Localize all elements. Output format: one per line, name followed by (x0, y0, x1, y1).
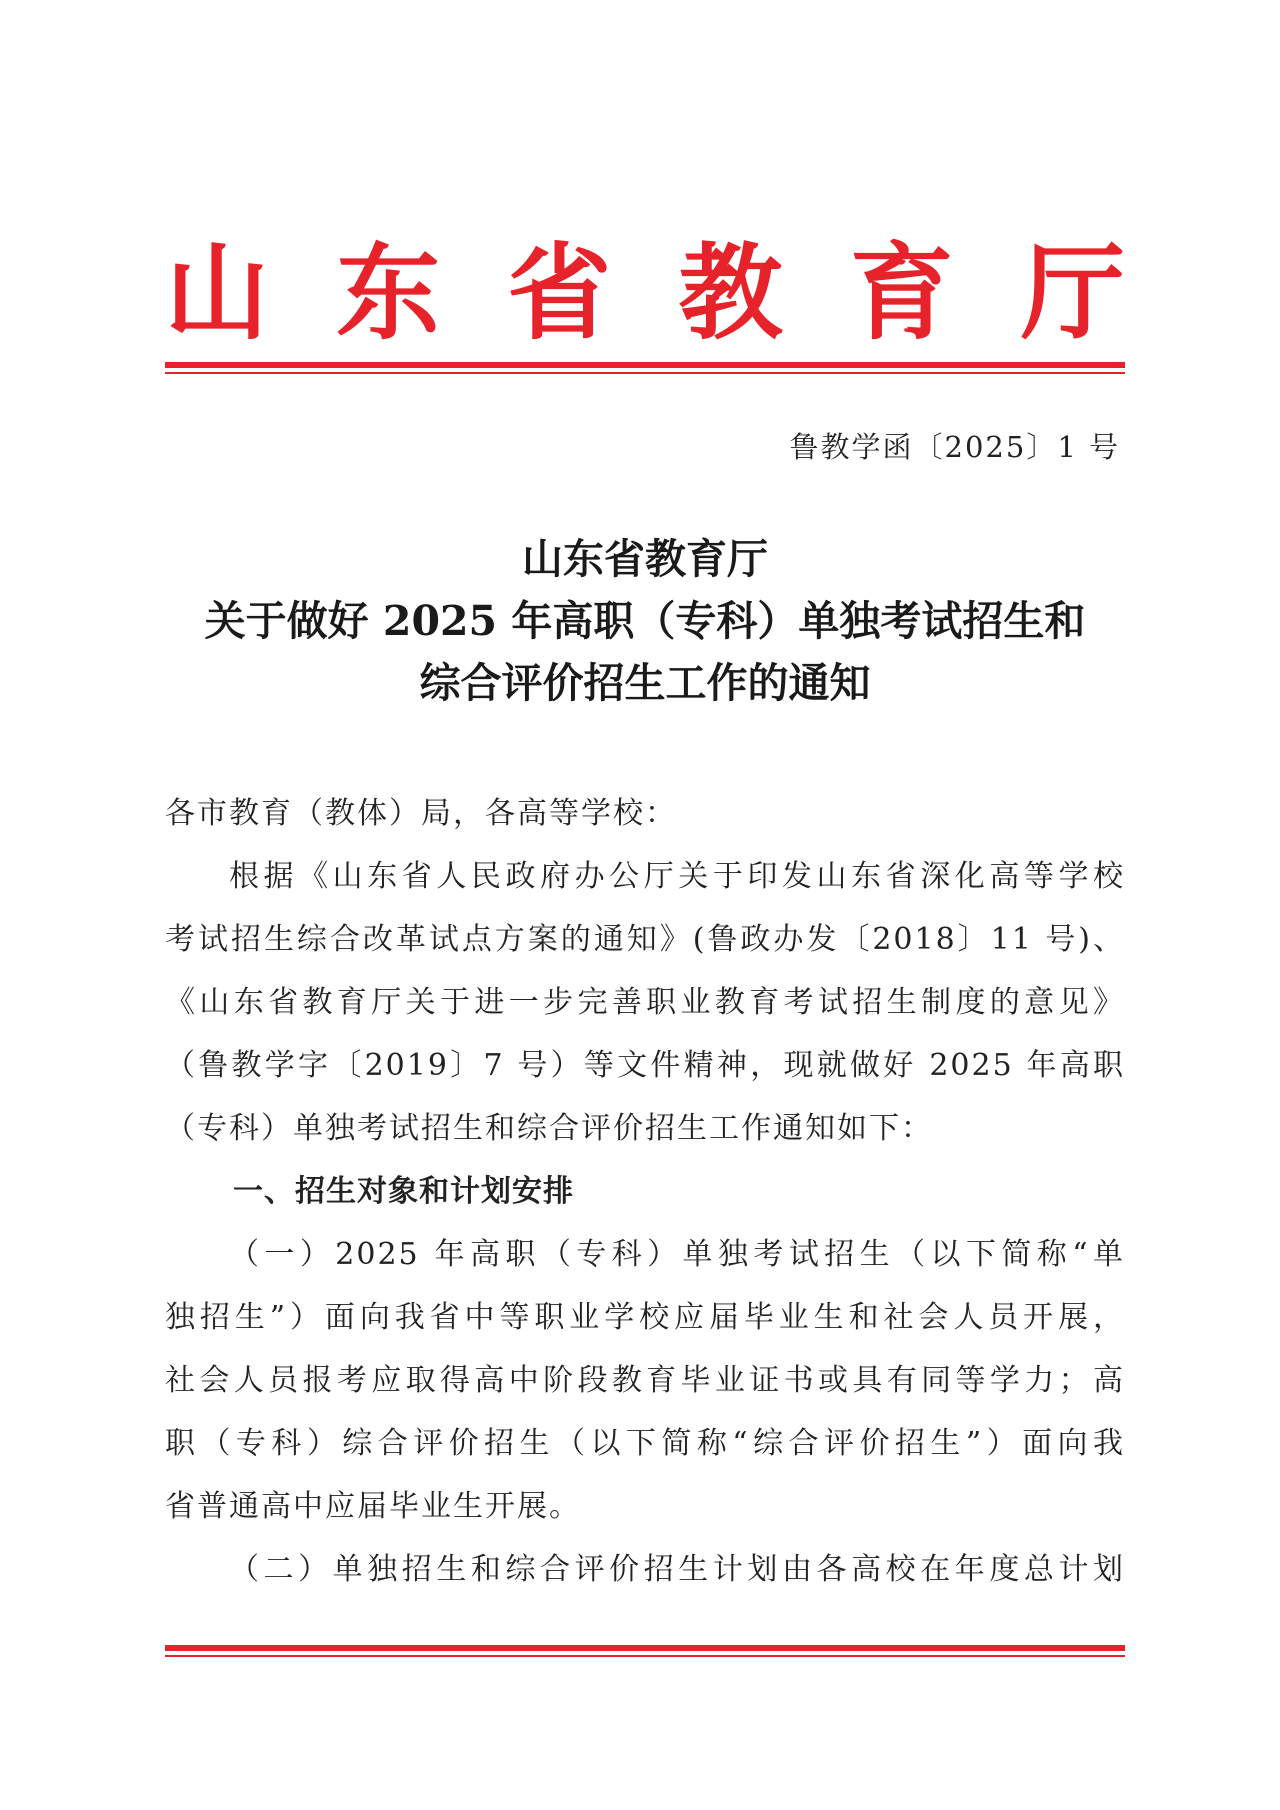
title-line: 山东省教育厅 (522, 535, 768, 583)
paragraph-line: 独招生”）面向我省中等职业学校应届毕业生和社会人员开展， (165, 1300, 1125, 1335)
document-number: 鲁教学函〔2025〕1 号 (789, 430, 1120, 464)
paragraph-plan (165, 1538, 1125, 1601)
paragraph-line: 考试招生综合改革试点方案的通知》(鲁政办发〔2018〕11 号)、 (165, 922, 1125, 957)
salutation: 各市教育（教体）局，各高等学校： (165, 796, 677, 831)
paragraph-line: （二）单独招生和综合评价招生计划由各高校在年度总计划 (229, 1552, 1125, 1587)
masthead-char: 教 (678, 231, 783, 354)
document-body (165, 782, 1125, 1601)
paragraph-line: 省普通高中应届毕业生开展。 (165, 1489, 581, 1524)
paragraph-targets (165, 1223, 1125, 1538)
paragraph-line: （一）2025 年高职（专科）单独考试招生（以下简称“单 (229, 1237, 1125, 1272)
title-line: 综合评价招生工作的通知 (419, 659, 871, 707)
paragraph-line: （鲁教学字〔2019〕7 号）等文件精神，现就做好 2025 年高职 (165, 1048, 1125, 1083)
masthead-char: 育 (849, 231, 954, 354)
masthead-char: 山 (165, 231, 270, 354)
masthead-title (165, 228, 1125, 358)
paragraph-basis (165, 845, 1125, 1160)
paragraph-line: 根据《山东省人民政府办公厅关于印发山东省深化高等学校 (229, 859, 1125, 894)
masthead-char: 厅 (1020, 231, 1125, 354)
red-divider-top (165, 362, 1125, 374)
red-divider-bottom (165, 1645, 1125, 1657)
title-line: 关于做好 2025 年高职（专科）单独考试招生和 (204, 597, 1086, 645)
document-title (165, 528, 1125, 714)
masthead-char: 省 (507, 231, 612, 354)
paragraph-line: 职（专科）综合评价招生（以下简称“综合评价招生”）面向我 (165, 1426, 1125, 1461)
paragraph-line: （专科）单独考试招生和综合评价招生工作通知如下： (165, 1111, 933, 1146)
section-heading: 一、招生对象和计划安排 (233, 1174, 574, 1209)
masthead-char: 东 (336, 231, 441, 354)
paragraph-line: 社会人员报考应取得高中阶段教育毕业证书或具有同等学力；高 (165, 1363, 1125, 1398)
paragraph-line: 《山东省教育厅关于进一步完善职业教育考试招生制度的意见》 (165, 985, 1125, 1020)
